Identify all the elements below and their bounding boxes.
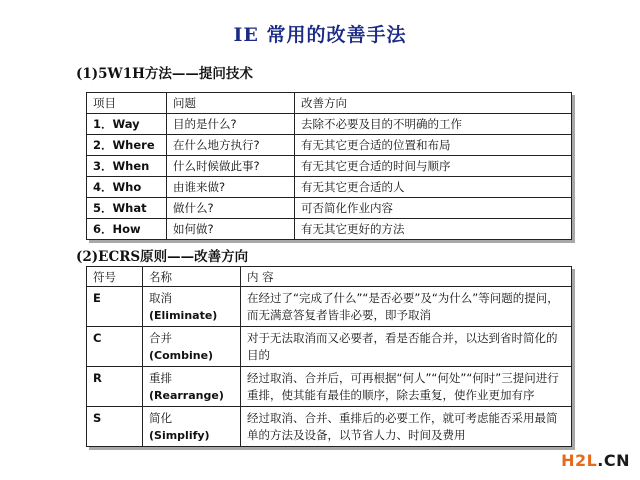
watermark-part-a: H2L (561, 451, 598, 470)
cell-improvement: 可否简化作业内容 (295, 198, 572, 219)
name-en: (Rearrange) (149, 389, 224, 402)
table-row (87, 114, 572, 135)
column-header-improvement: 改善方向 (295, 93, 572, 114)
cell-name (143, 407, 241, 447)
cell-content: 在经过了“完成了什么”“是否必要”及“为什么”等问题的提问，而无满意答复者皆非必要，即予取消 (241, 287, 572, 327)
table-5w1h (86, 92, 572, 240)
column-header-name: 名称 (143, 267, 241, 287)
cell-question: 什么时候做此事? (167, 156, 295, 177)
cell-symbol: R (87, 367, 143, 407)
cell-symbol: E (87, 287, 143, 327)
cell-question: 做什么? (167, 198, 295, 219)
watermark-part-b: .CN (597, 451, 630, 470)
cell-item: 5．What (87, 198, 167, 219)
cell-improvement: 有无其它更合适的位置和布局 (295, 135, 572, 156)
cell-improvement: 有无其它更合适的时间与顺序 (295, 156, 572, 177)
name-cn: 取消 (149, 291, 172, 305)
cell-question: 目的是什么? (167, 114, 295, 135)
cell-content: 经过取消、合并后，可再根据“何人”“何处”“何时”三提问进行重排，使其能有最佳的顺序，除去重复，使作业更加有序 (241, 367, 572, 407)
table-row (87, 287, 572, 327)
cell-name (143, 367, 241, 407)
cell-item: 4．Who (87, 177, 167, 198)
cell-item: 6．How (87, 219, 167, 240)
table-5w1h-container (86, 92, 572, 240)
table-row (87, 407, 572, 447)
cell-item: 2．Where (87, 135, 167, 156)
cell-improvement: 有无其它更好的方法 (295, 219, 572, 240)
cell-name (143, 287, 241, 327)
column-header-item: 项目 (87, 93, 167, 114)
table-header-row (87, 267, 572, 287)
table-row (87, 367, 572, 407)
table-row (87, 177, 572, 198)
name-en: (Combine) (149, 349, 214, 362)
table-row (87, 135, 572, 156)
table-row (87, 327, 572, 367)
name-en: (Simplify) (149, 429, 210, 442)
column-header-content: 内 容 (241, 267, 572, 287)
cell-symbol: C (87, 327, 143, 367)
table-row (87, 156, 572, 177)
column-header-question: 问题 (167, 93, 295, 114)
cell-improvement: 有无其它更合适的人 (295, 177, 572, 198)
table-ecrs-container (86, 266, 572, 447)
column-header-symbol: 符号 (87, 267, 143, 287)
section-ecrs-heading: (2)ECRS原则——改善方向 (76, 249, 249, 265)
watermark-logo (561, 451, 630, 470)
cell-content: 经过取消、合并、重排后的必要工作，就可考虑能否采用最简单的方法及设备，以节省人力、时间及费用 (241, 407, 572, 447)
page-title: IE 常用的改善手法 (233, 24, 407, 46)
cell-item: 1．Way (87, 114, 167, 135)
cell-content: 对于无法取消而又必要者，看是否能合并，以达到省时简化的目的 (241, 327, 572, 367)
cell-question: 如何做? (167, 219, 295, 240)
name-cn: 简化 (149, 411, 172, 425)
cell-name (143, 327, 241, 367)
table-ecrs (86, 266, 572, 447)
table-row (87, 198, 572, 219)
table-row (87, 219, 572, 240)
table-header-row (87, 93, 572, 114)
name-en: (Eliminate) (149, 309, 218, 322)
cell-improvement: 去除不必要及目的不明确的工作 (295, 114, 572, 135)
cell-symbol: S (87, 407, 143, 447)
cell-question: 由谁来做? (167, 177, 295, 198)
cell-item: 3．When (87, 156, 167, 177)
name-cn: 重排 (149, 371, 172, 385)
section-5w1h-heading: (1)5W1H方法——提问技术 (76, 66, 253, 82)
name-cn: 合并 (149, 331, 172, 345)
cell-question: 在什么地方执行? (167, 135, 295, 156)
